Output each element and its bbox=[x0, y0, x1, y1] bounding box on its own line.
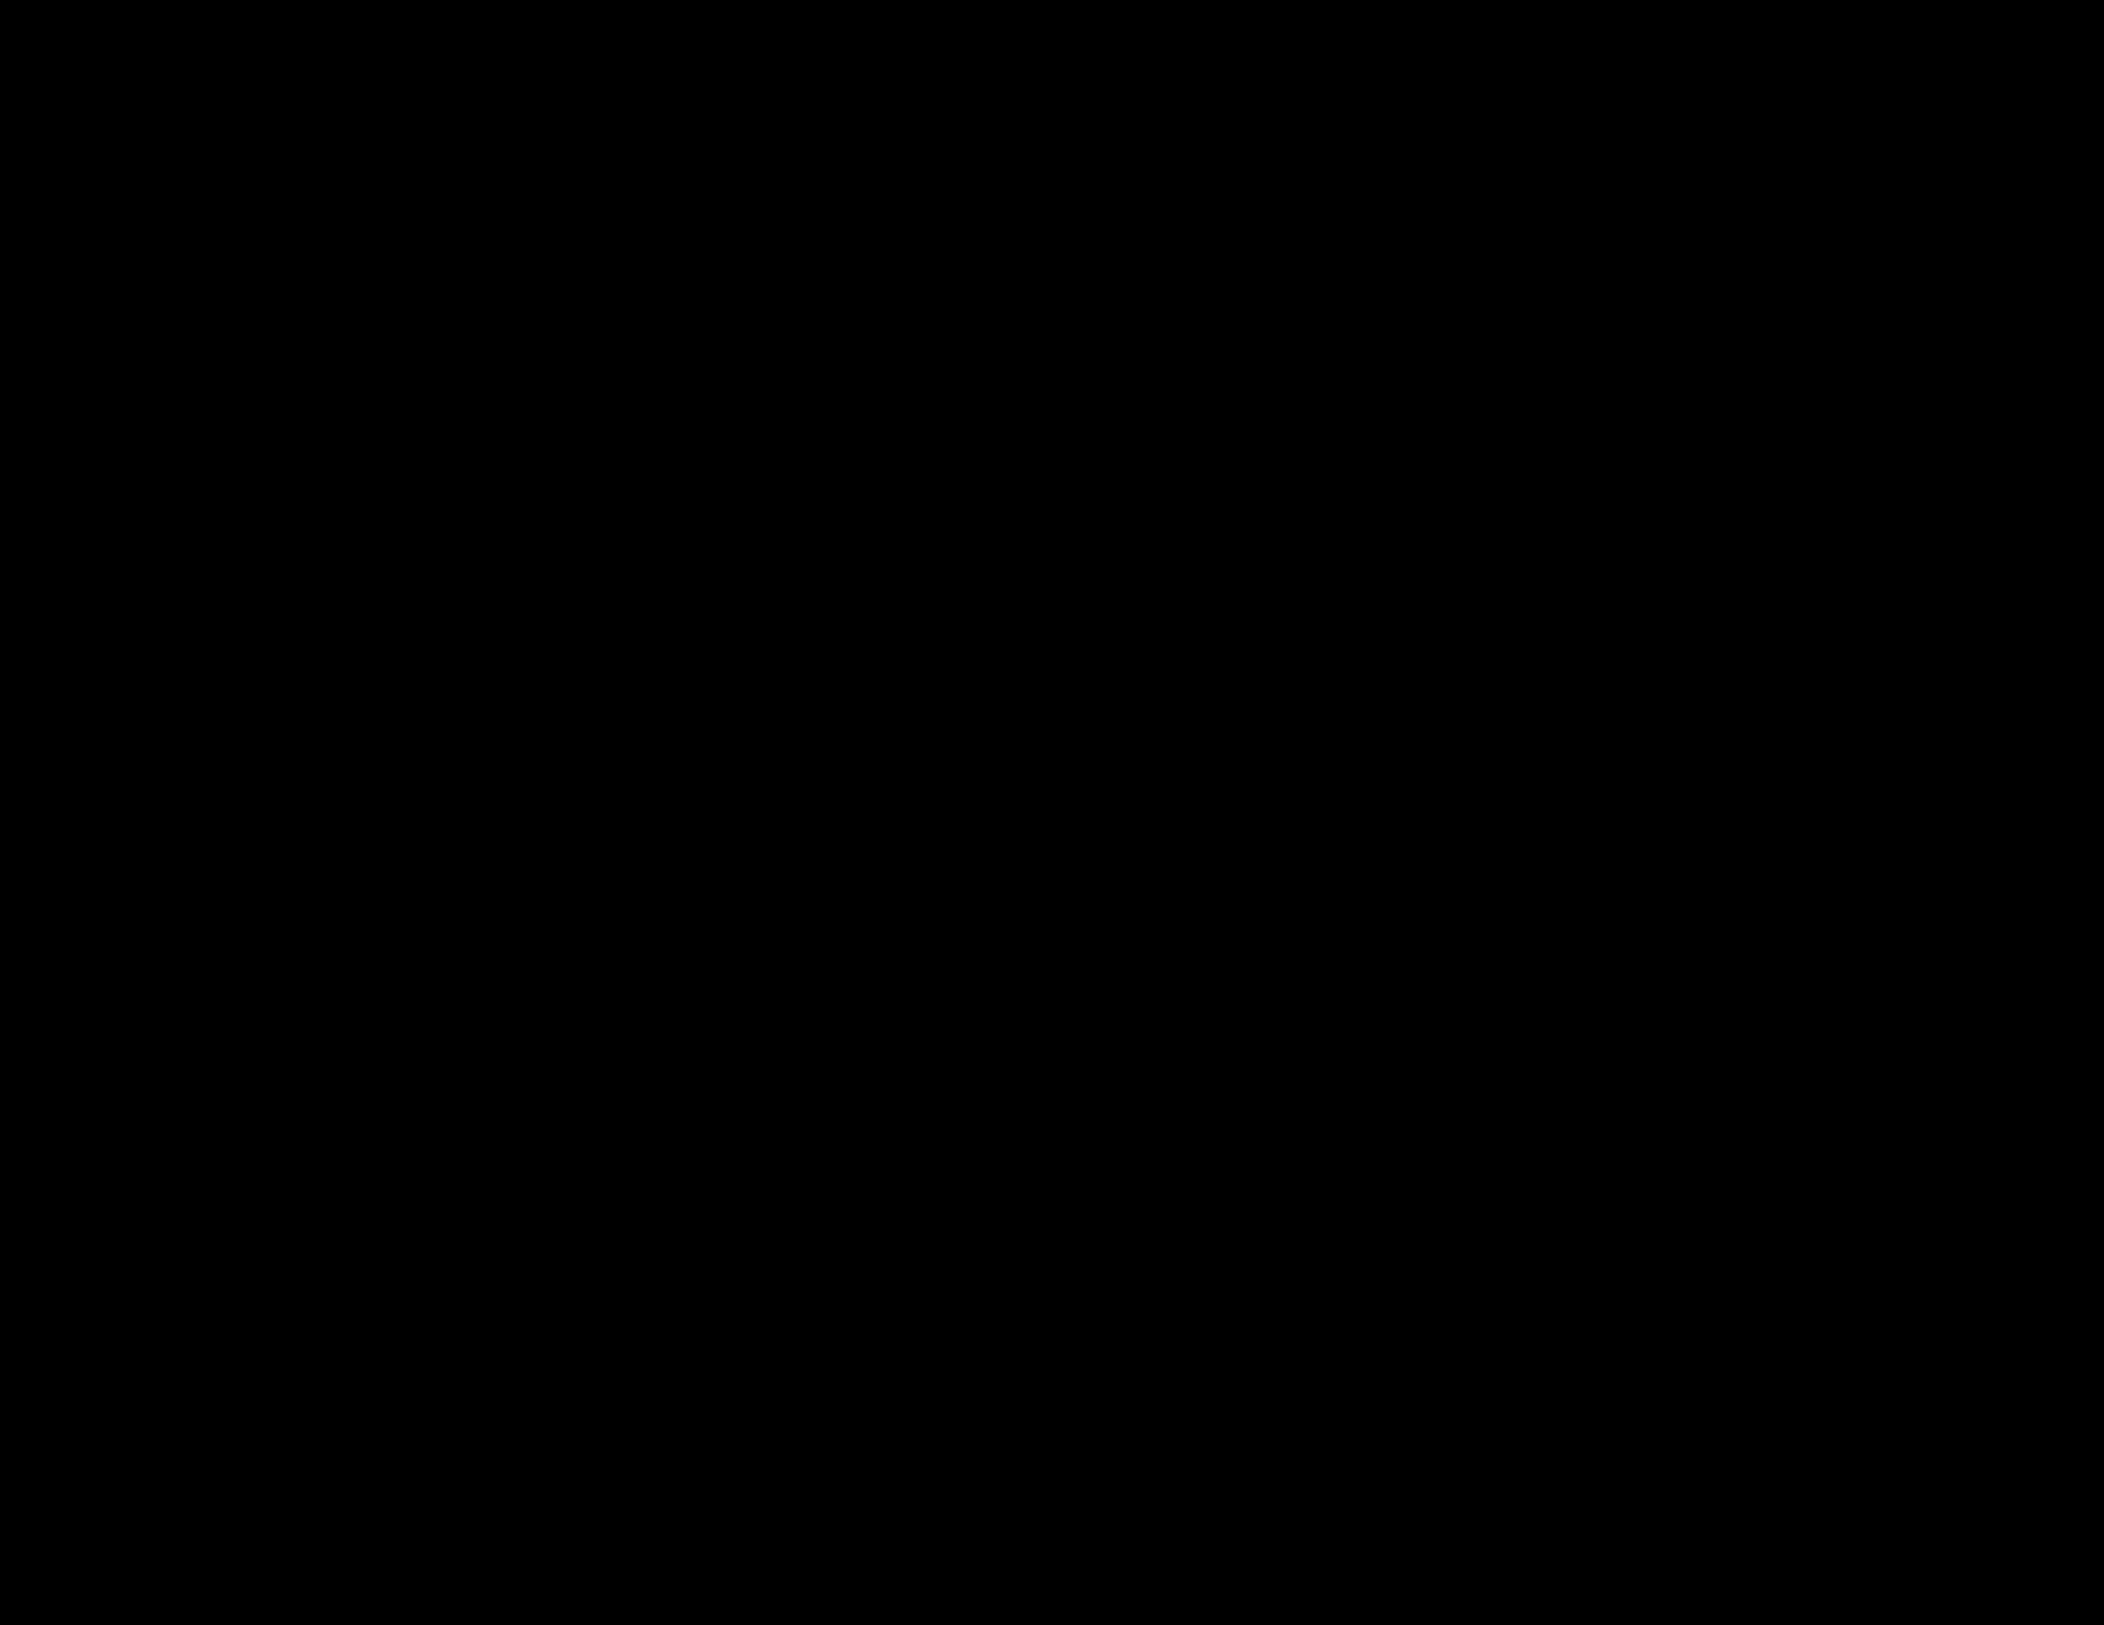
list-item: Χρησιμοποιώντας προσανατολισμένη παρατήρηση και έρευνα bbox=[42, 131, 532, 152]
section-heading: Στάδιο 3 bbox=[42, 651, 110, 672]
section-subheading: Οργανώνοντας στο μάθημα με στόχο τη μεγιστοποίηση της μάθησης. bbox=[42, 411, 586, 432]
body-paragraph: Οι Kindsvatter, Wilen και Ishler (1996) στο βιβλίο τους παρουσιάζουν τις θέσεις και τις απόψεις τους όσον αφορά τις δυναμικές που πρέπει να έχει μια αποτελεσματική διδασκαλία: bbox=[42, 1011, 1457, 1032]
list-item: Επιλέγοντας δραστηριότητες και με κατάλληλο επίπεδο δυσκολίας bbox=[42, 531, 565, 552]
section-heading: Στάδιο 2 bbox=[42, 371, 110, 392]
list-item: Δημιουργώντας προσδοκίες και ενισχύοντας επιθυμητές συμπεριφορές bbox=[42, 211, 598, 232]
list-item: Σχεδιασμός διδασκαλίας bbox=[42, 1411, 236, 1432]
list-item: Βελτιώνοντας την διοίκηση της τάξης (επιτυγχάνοντας καλύτερη διαχείριση της τάξης) bbox=[42, 251, 725, 272]
list-item: Ο παράγοντας της λήψης απόφασης (decision making) ο οποίος είναι ζωτικής σημασίας στην εδραίωση του περιβάλλοντος μάθησης, του σχεδιασμού της διδασκαλίας, της αλληλεπίδρασης με τους μαθητές και της αξιολόγησης της απόδοσης κα της επιτυχίας τους. bbox=[42, 1131, 2104, 1152]
list-item: Ενσωματώνοντας την μηχανική ανάλυση με τη διδακτική bbox=[42, 491, 493, 512]
list-item: Στρατηγικές παρατήρησης και αξιολόγησης bbox=[42, 971, 385, 992]
list-item: Βασικές συμπεριφορές και τεχνικές διδασκαλίας bbox=[42, 1451, 423, 1472]
list-item: Πειθαρχία της τάξης. Δημοκρατική - πειθαρχημένη τάξη. Δημιουργία ενός σταθερού συστήματος αρχών και κανόνων που αφορούν την πειθαρχία της τάξης. bbox=[42, 1291, 1270, 1312]
section-subheading: Βελτιώνοντας τις διδακτικές ικανότητες bbox=[42, 691, 356, 712]
list-item: Εξασφαλίζοντας ένα θετικό (ενθαρρυντικό) κλίμα στην τάξη (στο περιβάλλον μάθησης) bbox=[42, 291, 731, 312]
list-item: Άμεση σχέση της διδασκαλίας με το αναλυτικό πρόγραμμα. bbox=[42, 1371, 511, 1392]
page-number: 44 bbox=[472, 1531, 492, 1552]
list-item: Χρησιμοποιώντας τεχνικές για αποτελεσματική επίδειξη (παρουσίαση). Βελτιώνοντας την παρουσίαση των δεξιοτήτων στο μάθημα (αποτελεσματική εισαγωγή - επεξήγηση και κλείσιμο ). bbox=[42, 771, 1517, 792]
list-item: Μεγιστοποιώντας το χρόνο εξάσκησης bbox=[42, 571, 347, 592]
list-item: Εκτιμώντας την απόδοση των μαθητών bbox=[42, 931, 350, 952]
list-item: Επαυξάνοντας δεξιότητες ερωτήσεων (προαγωγή υψηλή σκέψης) bbox=[42, 891, 555, 912]
list-item: Παρέχοντας κατάλληλη ανατροφοδότηση για τις δεξιότητες bbox=[42, 731, 511, 752]
list-item: Αξιολογώντας την αποτελεσματικότητα του μαθήματος bbox=[42, 611, 478, 632]
list-item: Εφαρμόζοντας ένα πλάνο πειθαρχίας bbox=[42, 171, 332, 192]
list-item: Αναπτύσσοντας τα αντικείμενα απόδοσης bbox=[42, 451, 370, 472]
